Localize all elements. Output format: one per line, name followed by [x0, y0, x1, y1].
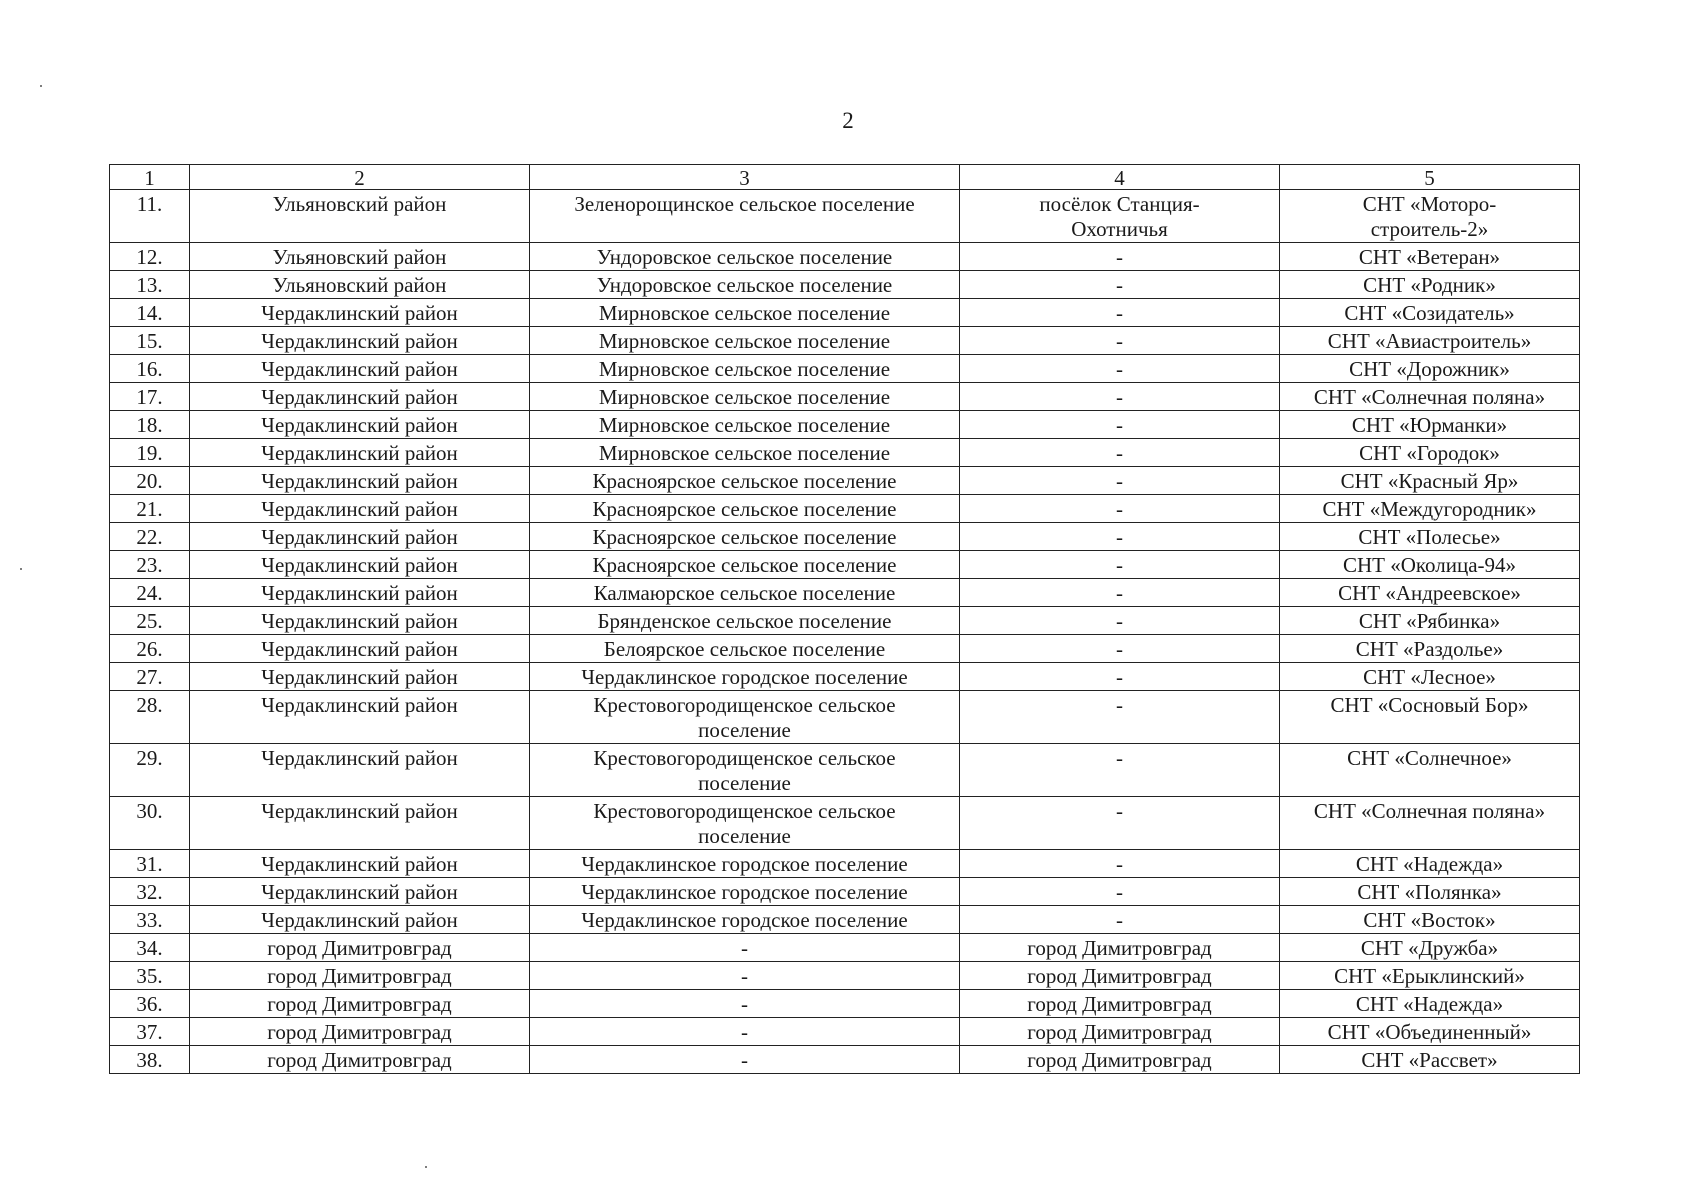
locality-cell: - — [960, 551, 1280, 579]
table-row — [110, 607, 1580, 635]
locality-cell: - — [960, 906, 1280, 934]
snt-name-cell: СНТ «Восток» — [1280, 906, 1580, 934]
snt-name-cell: СНТ «Сосновый Бор» — [1280, 691, 1580, 744]
district-cell: Чердаклинский район — [190, 607, 530, 635]
table-row — [110, 962, 1580, 990]
district-cell: Чердаклинский район — [190, 299, 530, 327]
snt-name-cell: СНТ «Солнечная поляна» — [1280, 383, 1580, 411]
settlement-cell: Чердаклинское городское поселение — [530, 850, 960, 878]
settlement-cell: Мирновское сельское поселение — [530, 327, 960, 355]
locality-cell: - — [960, 663, 1280, 691]
district-cell: Ульяновский район — [190, 190, 530, 243]
table-row — [110, 850, 1580, 878]
row-number-cell: 22. — [110, 523, 190, 551]
district-cell: город Димитровград — [190, 990, 530, 1018]
district-cell: Чердаклинский район — [190, 906, 530, 934]
table-header-row — [110, 165, 1580, 190]
snt-name-cell: СНТ «Междугородник» — [1280, 495, 1580, 523]
settlement-cell: Мирновское сельское поселение — [530, 439, 960, 467]
settlement-cell: Белоярское сельское поселение — [530, 635, 960, 663]
row-number-cell: 27. — [110, 663, 190, 691]
locality-cell: - — [960, 744, 1280, 797]
table-row — [110, 744, 1580, 797]
locality-cell: - — [960, 797, 1280, 850]
locality-cell: город Димитровград — [960, 1046, 1280, 1074]
snt-name-cell: СНТ «Рассвет» — [1280, 1046, 1580, 1074]
settlement-cell: Мирновское сельское поселение — [530, 383, 960, 411]
row-number-cell: 17. — [110, 383, 190, 411]
row-number-cell: 21. — [110, 495, 190, 523]
scan-speck — [425, 1166, 427, 1168]
district-cell: Чердаклинский район — [190, 523, 530, 551]
snt-name-cell: СНТ «Надежда» — [1280, 990, 1580, 1018]
settlement-cell: - — [530, 1018, 960, 1046]
settlement-cell: Чердаклинское городское поселение — [530, 906, 960, 934]
locality-cell: - — [960, 691, 1280, 744]
district-cell: Чердаклинский район — [190, 411, 530, 439]
district-cell: Чердаклинский район — [190, 850, 530, 878]
header-cell-5: 5 — [1280, 165, 1580, 190]
locality-cell: - — [960, 635, 1280, 663]
snt-name-cell: СНТ «Ерыклинский» — [1280, 962, 1580, 990]
table-row — [110, 243, 1580, 271]
table-row — [110, 663, 1580, 691]
table-row — [110, 467, 1580, 495]
row-number-cell: 12. — [110, 243, 190, 271]
page-number: 2 — [842, 108, 854, 133]
row-number-cell: 23. — [110, 551, 190, 579]
settlement-cell: Красноярское сельское поселение — [530, 551, 960, 579]
snt-name-cell: СНТ «Лесное» — [1280, 663, 1580, 691]
locality-cell: - — [960, 411, 1280, 439]
locality-cell: - — [960, 495, 1280, 523]
snt-name-cell: СНТ «Авиастроитель» — [1280, 327, 1580, 355]
table-row — [110, 878, 1580, 906]
district-cell: Чердаклинский район — [190, 439, 530, 467]
table-row — [110, 990, 1580, 1018]
table-row — [110, 1018, 1580, 1046]
locality-cell: - — [960, 383, 1280, 411]
district-cell: Чердаклинский район — [190, 467, 530, 495]
district-cell: Чердаклинский район — [190, 744, 530, 797]
settlement-cell: Зеленорощинское сельское поселение — [530, 190, 960, 243]
header-cell-3: 3 — [530, 165, 960, 190]
settlement-cell: Ундоровское сельское поселение — [530, 271, 960, 299]
row-number-cell: 34. — [110, 934, 190, 962]
row-number-cell: 31. — [110, 850, 190, 878]
table-row — [110, 906, 1580, 934]
snt-name-cell: СНТ «Красный Яр» — [1280, 467, 1580, 495]
district-cell: Чердаклинский район — [190, 797, 530, 850]
district-cell: город Димитровград — [190, 1046, 530, 1074]
settlement-cell: Крестовогородищенское сельское поселение — [530, 691, 960, 744]
locality-cell: - — [960, 850, 1280, 878]
row-number-cell: 28. — [110, 691, 190, 744]
snt-name-cell: СНТ «Солнечная поляна» — [1280, 797, 1580, 850]
table-row — [110, 190, 1580, 243]
district-cell: Чердаклинский район — [190, 878, 530, 906]
scan-speck — [20, 568, 22, 570]
table-row — [110, 579, 1580, 607]
row-number-cell: 13. — [110, 271, 190, 299]
locality-cell: - — [960, 523, 1280, 551]
table-row — [110, 439, 1580, 467]
snt-name-cell: СНТ «Объединенный» — [1280, 1018, 1580, 1046]
snt-name-cell: СНТ «Созидатель» — [1280, 299, 1580, 327]
snt-name-cell: СНТ «Рябинка» — [1280, 607, 1580, 635]
header-cell-1: 1 — [110, 165, 190, 190]
row-number-cell: 16. — [110, 355, 190, 383]
snt-name-cell: СНТ «Дружба» — [1280, 934, 1580, 962]
scan-speck — [40, 85, 42, 87]
district-cell: Чердаклинский район — [190, 691, 530, 744]
table-row — [110, 495, 1580, 523]
district-cell: Чердаклинский район — [190, 635, 530, 663]
snt-name-cell: СНТ «Раздолье» — [1280, 635, 1580, 663]
row-number-cell: 24. — [110, 579, 190, 607]
settlement-cell: Мирновское сельское поселение — [530, 299, 960, 327]
settlement-cell: Мирновское сельское поселение — [530, 411, 960, 439]
district-cell: город Димитровград — [190, 1018, 530, 1046]
settlement-cell: Чердаклинское городское поселение — [530, 663, 960, 691]
table-row — [110, 271, 1580, 299]
row-number-cell: 15. — [110, 327, 190, 355]
locality-cell: город Димитровград — [960, 1018, 1280, 1046]
row-number-cell: 14. — [110, 299, 190, 327]
locality-cell: - — [960, 607, 1280, 635]
row-number-cell: 11. — [110, 190, 190, 243]
snt-name-cell: СНТ «Моторо- строитель-2» — [1280, 190, 1580, 243]
row-number-cell: 30. — [110, 797, 190, 850]
snt-name-cell: СНТ «Дорожник» — [1280, 355, 1580, 383]
district-cell: Чердаклинский район — [190, 495, 530, 523]
snt-name-cell: СНТ «Надежда» — [1280, 850, 1580, 878]
row-number-cell: 35. — [110, 962, 190, 990]
settlement-cell: Красноярское сельское поселение — [530, 495, 960, 523]
snt-name-cell: СНТ «Юрманки» — [1280, 411, 1580, 439]
table-row — [110, 411, 1580, 439]
table-body — [110, 165, 1580, 1074]
header-cell-4: 4 — [960, 165, 1280, 190]
settlement-cell: Красноярское сельское поселение — [530, 467, 960, 495]
district-cell: Чердаклинский район — [190, 383, 530, 411]
settlement-cell: - — [530, 990, 960, 1018]
row-number-cell: 36. — [110, 990, 190, 1018]
row-number-cell: 37. — [110, 1018, 190, 1046]
row-number-cell: 20. — [110, 467, 190, 495]
settlement-cell: Мирновское сельское поселение — [530, 355, 960, 383]
row-number-cell: 33. — [110, 906, 190, 934]
snt-name-cell: СНТ «Ветеран» — [1280, 243, 1580, 271]
district-cell: Ульяновский район — [190, 271, 530, 299]
locality-cell: - — [960, 355, 1280, 383]
row-number-cell: 26. — [110, 635, 190, 663]
snt-name-cell: СНТ «Городок» — [1280, 439, 1580, 467]
table-row — [110, 383, 1580, 411]
locality-cell: посёлок Станция- Охотничья — [960, 190, 1280, 243]
table-row — [110, 299, 1580, 327]
district-cell: город Димитровград — [190, 934, 530, 962]
snt-name-cell: СНТ «Андреевское» — [1280, 579, 1580, 607]
row-number-cell: 32. — [110, 878, 190, 906]
snt-name-cell: СНТ «Полесье» — [1280, 523, 1580, 551]
locality-cell: - — [960, 878, 1280, 906]
row-number-cell: 19. — [110, 439, 190, 467]
settlement-cell: Калмаюрское сельское поселение — [530, 579, 960, 607]
table-row — [110, 797, 1580, 850]
snt-name-cell: СНТ «Родник» — [1280, 271, 1580, 299]
settlement-cell: Крестовогородищенское сельское поселение — [530, 797, 960, 850]
locality-cell: - — [960, 327, 1280, 355]
locality-cell: - — [960, 579, 1280, 607]
district-cell: Чердаклинский район — [190, 355, 530, 383]
locality-cell: - — [960, 299, 1280, 327]
header-cell-2: 2 — [190, 165, 530, 190]
table-row — [110, 355, 1580, 383]
district-cell: Чердаклинский район — [190, 551, 530, 579]
locality-cell: - — [960, 271, 1280, 299]
locality-cell: - — [960, 467, 1280, 495]
locality-cell: город Димитровград — [960, 990, 1280, 1018]
table-row — [110, 691, 1580, 744]
table-row — [110, 635, 1580, 663]
table-row — [110, 934, 1580, 962]
locality-cell: город Димитровград — [960, 962, 1280, 990]
row-number-cell: 18. — [110, 411, 190, 439]
row-number-cell: 29. — [110, 744, 190, 797]
row-number-cell: 25. — [110, 607, 190, 635]
settlement-cell: - — [530, 962, 960, 990]
table-row — [110, 551, 1580, 579]
locality-cell: - — [960, 243, 1280, 271]
table-row — [110, 523, 1580, 551]
settlement-cell: Крестовогородищенское сельское поселение — [530, 744, 960, 797]
table-row — [110, 327, 1580, 355]
district-cell: Ульяновский район — [190, 243, 530, 271]
settlement-cell: Ундоровское сельское поселение — [530, 243, 960, 271]
table-row — [110, 1046, 1580, 1074]
snt-name-cell: СНТ «Солнечное» — [1280, 744, 1580, 797]
settlement-cell: Чердаклинское городское поселение — [530, 878, 960, 906]
locality-cell: город Димитровград — [960, 934, 1280, 962]
district-cell: Чердаклинский район — [190, 327, 530, 355]
settlement-cell: Красноярское сельское поселение — [530, 523, 960, 551]
settlement-cell: - — [530, 934, 960, 962]
row-number-cell: 38. — [110, 1046, 190, 1074]
settlements-table — [109, 164, 1580, 1074]
snt-name-cell: СНТ «Полянка» — [1280, 878, 1580, 906]
settlement-cell: - — [530, 1046, 960, 1074]
settlement-cell: Брянденское сельское поселение — [530, 607, 960, 635]
district-cell: город Димитровград — [190, 962, 530, 990]
snt-name-cell: СНТ «Околица-94» — [1280, 551, 1580, 579]
district-cell: Чердаклинский район — [190, 579, 530, 607]
district-cell: Чердаклинский район — [190, 663, 530, 691]
locality-cell: - — [960, 439, 1280, 467]
